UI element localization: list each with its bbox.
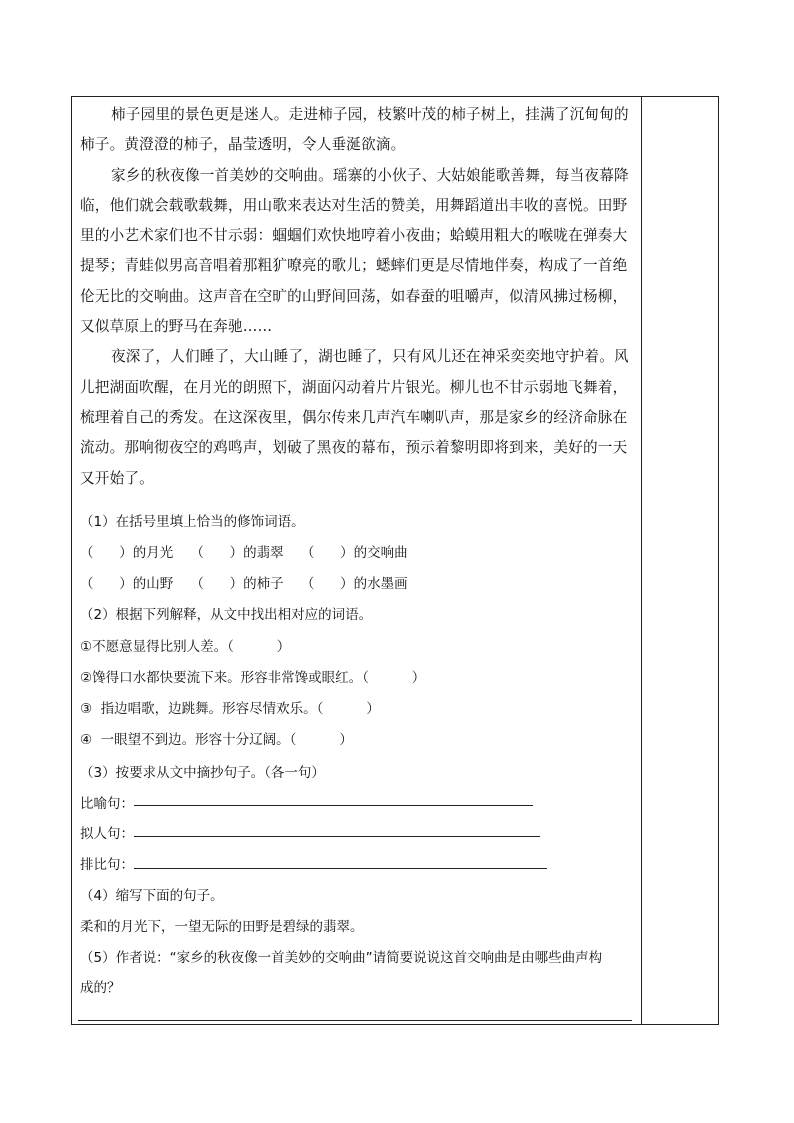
question-3-label-personification: 拟人句： [80, 826, 134, 842]
question-3-label-simile: 比喻句： [80, 796, 134, 812]
question-5-answer-line[interactable] [78, 1020, 632, 1021]
reading-passage [80, 100, 636, 494]
question-2-item-d[interactable]: ④ 一眼望不到边。形容十分辽阔。（ ） [80, 732, 353, 748]
question-3-label-parallelism: 排比句： [80, 857, 134, 873]
question-2: （2）根据下列解释，从文中找出相对应的词语。 [80, 607, 373, 623]
simile-answer-line[interactable] [134, 805, 533, 806]
passage-paragraph-2: 家乡的秋夜像一首美妙的交响曲。瑶寨的小伙子、大姑娘能歌善舞，每当夜幕降临，他们就会载歌载舞，用山歌来表达对生活的赞美，用舞蹈道出丰收的喜悦。田野里的小艺术家们也不甘示弱：蝈蝈们欢快地哼着小夜曲；蛤蟆用粗大的喉咙在弹奏大提琴；青蛙似男高音唱着那粗犷嘹亮的歌儿；蟋蟀们更是尽情地伴奏，构成了一首绝伦无比的交响曲。这声音在空旷的山野间回荡，如春蚕的咀嚼声，似清风拂过杨柳，又似草原上的野马在奔驰…… [80, 166, 629, 336]
table-column-divider [641, 96, 642, 1025]
parallelism-answer-line[interactable] [134, 868, 547, 869]
question-2-item-c[interactable]: ③ 指边唱歌，边跳舞。形容尽情欢乐。（ ） [80, 701, 380, 717]
question-4-sentence: 柔和的月光下，一望无际的田野是碧绿的翡翠。 [80, 919, 364, 935]
personification-answer-line[interactable] [134, 836, 540, 837]
question-1: （1）在括号里填上恰当的修饰词语。 [80, 514, 305, 530]
question-3: （3）按要求从文中摘抄句子。（各一句） [80, 765, 325, 781]
question-1-row-2[interactable]: （ ）的山野 （ ）的柿子 （ ）的水墨画 [80, 576, 408, 592]
question-5-line-2: 成的？ [80, 980, 121, 996]
passage-paragraph-3: 夜深了，人们睡了，大山睡了，湖也睡了，只有风儿还在神采奕奕地守护着。风儿把湖面吹醒，在月光的朗照下，湖面闪动着片片银光。柳儿也不甘示弱地飞舞着，梳理着自己的秀发。在这深夜里，偶尔传来几声汽车喇叭声，那是家乡的经济命脉在流动。那响彻夜空的鸡鸣声，划破了黑夜的幕布，预示着黎明即将到来，美好的一天又开始了。 [80, 348, 629, 487]
question-4: （4）缩写下面的句子。 [80, 888, 224, 904]
question-5-line-1: （5）作者说：“家乡的秋夜像一首美妙的交响曲”请简要说说这首交响曲是由哪些曲声构 [80, 950, 603, 966]
question-2-item-a[interactable]: ①不愿意显得比别人差。（ ） [80, 639, 291, 655]
question-1-row-1[interactable]: （ ）的月光 （ ）的翡翠 （ ）的交响曲 [80, 545, 408, 561]
question-2-item-b[interactable]: ②馋得口水都快要流下来。形容非常馋或眼红。（ ） [80, 670, 426, 686]
passage-paragraph-1: 柿子园里的景色更是迷人。走进柿子园，枝繁叶茂的柿子树上，挂满了沉甸甸的柿子。黄澄澄的柿子，晶莹透明，令人垂涎欲滴。 [80, 106, 629, 154]
